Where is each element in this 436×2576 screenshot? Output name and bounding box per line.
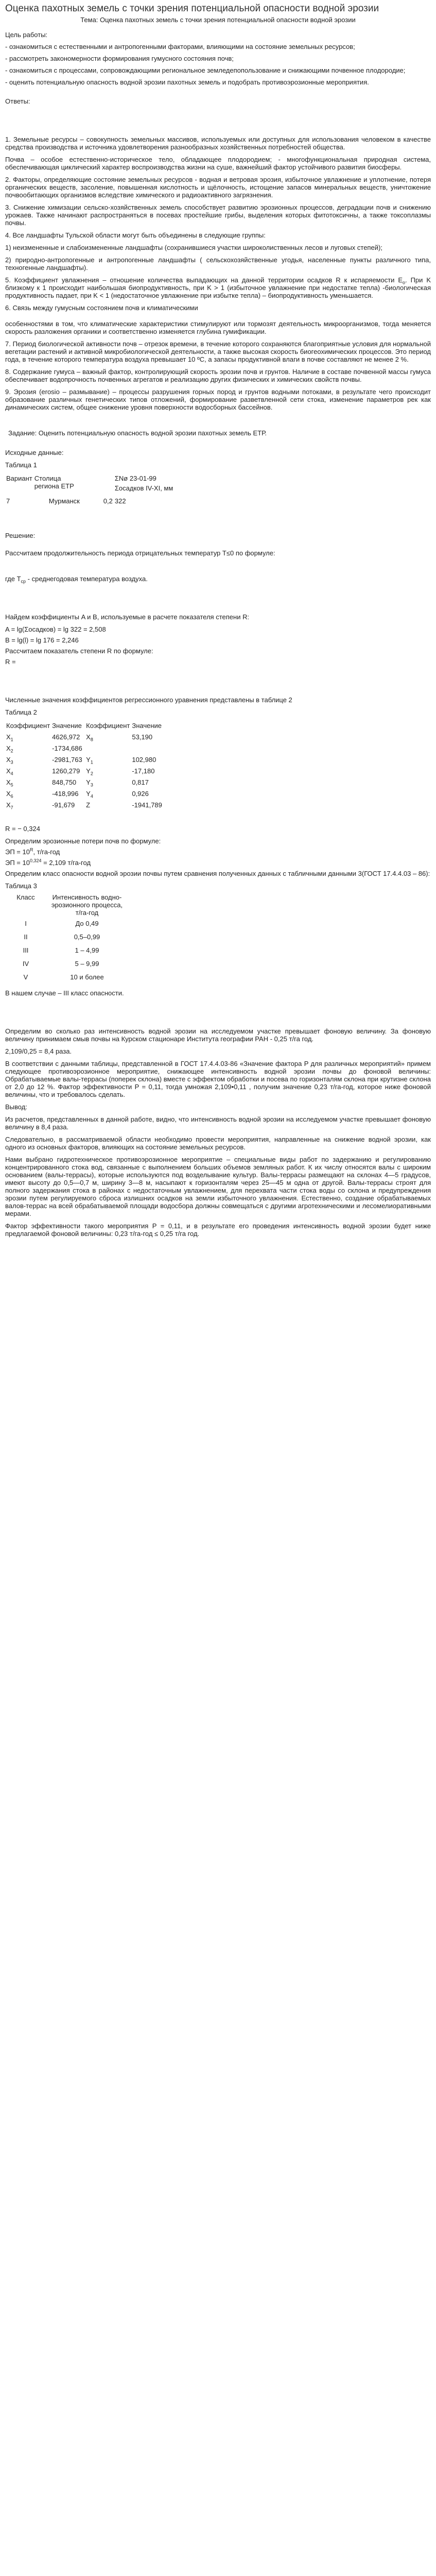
case-text: В нашем случае – III класс опасности. — [5, 989, 124, 997]
solution-text: где $T_{ср}$ - среднегодовая температура воздуха. — [5, 575, 148, 584]
table-cell: -418,996 — [52, 790, 79, 798]
table-2 — [5, 721, 174, 811]
answer-paragraph: 9. Эрозия (erosio – размывание) – процессы разрушения горных пород и грунтов водными потоками, в результате чего происходит образование различных генетических типов отложений, формирование разветвленной сети стока, изменение параметров рек как динамических систем, общее снижение уровня поверхности водосборных бассейнов. — [5, 388, 431, 411]
table-cell: $Y_1$ — [86, 756, 93, 765]
table-cell: -17,180 — [132, 767, 155, 775]
table-cell: 102,980 — [132, 756, 156, 764]
table-cell: Интенсивность водно-эрозионного процесса, т/га-год — [51, 893, 123, 917]
table-cell — [81, 473, 114, 493]
table-cell — [85, 743, 131, 755]
document-page — [0, 0, 436, 1252]
r-value: R = − 0,324 — [5, 825, 40, 833]
table-cell: $Y_4$ — [86, 790, 93, 799]
solution-header: Решение: — [5, 532, 36, 539]
table-cell: $X_5$ — [6, 778, 13, 788]
answer-paragraph: 4. Все ландшафты Тульской области могут быть объединены в следующие группы: — [5, 231, 266, 239]
table-row: IV 5 – 9,99 — [22, 960, 99, 968]
r-equation: R = — [5, 658, 16, 666]
table-cell: $Y_3$ — [86, 778, 93, 788]
table-cell: $X_2$ — [6, 744, 13, 754]
table-cell: Значение — [52, 722, 82, 730]
answer-paragraph: 2. Факторы, определяющие состояние земельных ресурсов - водная и ветровая эрозия, избыточное увлажнение и уплотнение, потеря органических веществ, засоление, повышенная кислотность и щёлочность, истощение запасов минеральных веществ, уничтожение почвообитающих организмов вследствие химического и радиоактивного загрязнения. — [5, 176, 431, 199]
table-cell: $Y_2$ — [86, 767, 93, 776]
table-cell: ΣNø 23-01-99 Σосадков IV-XI, мм — [114, 474, 173, 492]
answer-paragraph: 1. Земельные ресурсы – совокупность земельных массивов, используемых или доступных для использования человеком в качестве средства производства и источника удовлетворения разнообразных хозяйственных потребностей общества. — [5, 135, 431, 151]
table-cell: Класс — [16, 893, 35, 901]
table-cell: 322 — [114, 497, 126, 505]
table-cell: $X_4$ — [6, 767, 13, 776]
table-cell: $X_6$ — [6, 790, 13, 799]
table2-caption: Таблица 2 — [5, 708, 37, 716]
ep-formula: ЭП = $10^R$, т/га-год — [5, 847, 60, 856]
page-title: Оценка пахотных земель с точки зрения потенциальной опасности водной эрозии — [5, 3, 379, 14]
conclusion-section — [5, 1027, 431, 1238]
table-row: III 1 – 4,99 — [23, 946, 99, 954]
table-cell: -1734,686 — [52, 744, 82, 752]
conclusion-paragraph: Определим во сколько раз интенсивность водной эрозии на исследуемом участке превышает фоновую величину. За фоновую величину принимаем смыв почвы на Курском стационаре Института географии РАН - 0,25 т/га год. — [5, 1027, 431, 1043]
ep-result: ЭП = $10^{0,324} = 2,109$ т/га-год — [5, 858, 91, 867]
table-cell: -1941,789 — [132, 801, 162, 809]
table-cell: -91,679 — [52, 801, 75, 809]
table-cell: Вариант — [6, 474, 32, 482]
ep-text: Определим эрозионные потери почв по формуле: — [5, 837, 161, 845]
table-1 — [5, 473, 183, 506]
table-row: I До 0,49 — [25, 920, 99, 927]
table-header-row — [5, 892, 128, 918]
table-cell: 53,190 — [132, 733, 153, 741]
table-row — [5, 766, 174, 777]
conclusion-paragraph: Из расчетов, представленных в данной работе, видно, что интенсивность водной эрозии на исследуемом участке превышает фоновую величину в 8,4 раза. — [5, 1115, 431, 1131]
goal-item: - рассмотреть закономерности формирования гумусного состояния почв; — [5, 55, 234, 62]
table-cell: 7 — [6, 497, 10, 505]
answer-paragraph: 6. Связь между гумусным состоянием почв и климатическими — [5, 304, 198, 312]
initial-data-header: Исходные данные: — [5, 449, 64, 456]
table-row — [5, 777, 174, 789]
table-cell: 4626,972 — [52, 733, 80, 741]
table-cell: -2981,763 — [52, 756, 82, 764]
table-row — [5, 743, 174, 755]
table-cell: $X_7$ — [6, 801, 13, 810]
table-cell: $X_3$ — [6, 756, 13, 765]
table1-caption: Таблица 1 — [5, 461, 37, 469]
goal-item: - ознакомиться с процессами, сопровождающими региональное земледепопользование и снижающими почвенное плодородие; — [5, 66, 406, 74]
table-row — [5, 493, 183, 506]
answer-paragraph: особенностями в том, что климатические характеристики стимулируют или тормозят деятельность микроорганизмов, тогда меняется скорость разложения органики и соответственно изменяется глубина гумификации. — [5, 320, 431, 335]
table-cell: 0,2 — [103, 497, 113, 505]
table-cell: 0,817 — [132, 778, 149, 786]
find-coeffs-text: Найдем коэффициенты A и B, используемые в расчете показателя степени R: — [5, 613, 250, 621]
table3-caption: Таблица 3 — [5, 882, 37, 890]
answer-paragraph: 3. Снижение химизации сельско-хозяйственных земель способствует развитию эрозионных процессов, деградации почв и снижению урожаев. Также начинают распространяться в посевах простейшие грибы, выделения которых фитотоксичны, а также токсоплазмы почвы. — [5, 204, 431, 227]
table-cell: 0,926 — [132, 790, 149, 798]
goal-item: - ознакомиться с естественными и антропогенными факторами, влияющими на состояние земельных ресурсов; — [5, 43, 355, 50]
conclusion-paragraph: 2,109/0,25 = 8,4 раза. — [5, 1047, 72, 1055]
table-cell: Коэффициент — [6, 722, 50, 730]
conclusion-paragraph: Фактор эффективности такого мероприятия P = 0,11, и в результате его проведения интенсивность водной эрозии будет ниже предлагаемой фоновой величины: 0,23 т/га-год ≤ 0,25 т/га год. — [5, 1222, 431, 1238]
table-cell: Столица региона ЕТР — [34, 474, 74, 490]
formula-b: B = lg(l) = lg 176 = 2,246 — [5, 636, 79, 644]
answers-header: Ответы: — [5, 97, 30, 105]
answer-paragraph: 2) природно-антропогенные и антропогенные ландшафты ( сельскохозяйственные угодья, населенные пункты различного типа, техногенные ландшафты). — [5, 256, 431, 272]
table-row: V 10 и более — [23, 973, 104, 981]
table-cell: Значение — [132, 722, 162, 730]
table-3 — [5, 892, 128, 985]
table-row — [5, 732, 174, 743]
conclusion-paragraph: В соответствии с данными таблицы, представленной в ГОСТ 17.4.4.03-86 «Значение фактора P для различных мероприятий» примем следующее противоэрозионное мероприятие, снижающее интенсивность водной эрозии почвы до фоновой величины: Обрабатываемые валы-террасы (поперек склона) вместе с эффектом обработки и посева по горизонталям склона при крутизне склона от 2,0 до 12 %. Фактор эффективности P = 0,11, тогда умножая 2,109•0,11 , получим значение 0,23 т/га-год, которое ниже фоновой величины, что и требовалось сделать. — [5, 1060, 431, 1098]
answer-paragraph: 7. Период биологической активности почв – отрезок времени, в течение которого сохраняются благоприятные условия для нормальной вегетации растений и активной микробиологической деятельности, а также высокая скорость биогеохимических процессов. Это период года, в течение которого температура воздуха превышает 10 ºС, а запасы продуктивной влаги в почве составляют не менее 2 %. — [5, 340, 431, 363]
table-row: II 0,5–0,99 — [24, 933, 100, 941]
table-cell: Мурманск — [48, 497, 80, 505]
goals-header: Цель работы: — [5, 31, 48, 39]
table-cell — [131, 743, 174, 755]
table-row — [5, 789, 174, 800]
solution-text: Рассчитаем продолжительность периода отрицательных температур T≤0 по формуле: — [5, 549, 275, 557]
table-header-row — [5, 473, 183, 493]
table-cell: 1260,279 — [52, 767, 80, 775]
table-row — [5, 800, 174, 811]
conclusion-header: Вывод: — [5, 1103, 27, 1111]
r-formula-text: Рассчитаем показатель степени R по формуле: — [5, 647, 153, 655]
coeffs-text: Численные значения коэффициентов регрессионного уравнения представлены в таблице 2 — [5, 696, 292, 704]
task-text: Задание: Оценить потенциальную опасность водной эрозии пахотных земель ЕТР. — [8, 429, 267, 437]
conclusion-paragraph: Следовательно, в рассматриваемой области необходимо провести мероприятия, направленные на снижение водной эрозии, как одного из основных факторов, влияющих на состояние земельных ресурсов. — [5, 1136, 431, 1151]
table-cell: Z — [86, 801, 91, 809]
conclusion-paragraph: Нами выбрано гидротехническое противоэрозионное мероприятие – специальные виды работ по задержанию и регулированию концентрированного стока вод, связанные с выполнением больших объемов земляных работ. К их числу относятся валы с широким основанием (валы-террасы), которые используются под возделывание культур. Валы-террасы размещают на склонах 4—5 градусов, имеют высоту до 0,5—0,7 м, ширину 3—8 м, насыпают к горизонталям через 25—45 м одна от другой. Валы-террасы строят для полного задержания стока в районах с недостаточным увлажнением, для перехвата части стока воды со склона и предупреждения эрозии путем регулируемого сброса излишних осадков на земли избыточного увлажнения. Естественно, создание обрабатываемых валов-террас на всей обрабатываемой площади водосбора должны совмещаться с другими агротехническими и лесомелиоративными мерами. — [5, 1156, 431, 1217]
table-cell: 848,750 — [52, 778, 77, 786]
table-row — [5, 755, 174, 766]
topic-line: Тема: Оценка пахотных земель с точки зрения потенциальной опасности водной эрозии — [80, 16, 356, 24]
goal-item: - оценить потенциальную опасность водной эрозии пахотных земель и подобрать противоэрозионные мероприятия. — [5, 78, 369, 86]
table-cell: $X_1$ — [6, 733, 13, 742]
goals-section — [5, 31, 431, 86]
table-header-row — [5, 721, 174, 732]
answer-5-paragraph: 5. Коэффициент увлажнения – отношение количества выпадающих на данной территории осадков R к испаряемости $E_o$. При K близкому к 1 происходит наибольшая биопродуктивность, при K > 1 (избыточное увлажнение при недостатке тепла) -биологическая продуктивность падает, при K < 1 (недостаточное увлажнение при избытке тепла) – биопродуктивность уменьшается. — [5, 276, 431, 299]
answer-paragraph: 8. Содержание гумуса – важный фактор, контролирующий скорость эрозии почв и грунтов. Наличие в составе почвенной массы гумуса обеспечивает водопрочность почвенных агрегатов и реализацию других физических и химических свойств почвы. — [5, 368, 431, 383]
answer-paragraph: Почва – особое естественно-историческое тело, обладающее плодородием; - многофункциональная природная система, обеспечивающая циклический характер воспроизводства жизни на суше, важнейший фактор устойчивого развития биосферы. — [5, 156, 431, 171]
class-text: Определим класс опасности водной эрозии почвы путем сравнения полученных данных с табличными данными 3(ГОСТ 17.4.4.03 – 86): — [5, 870, 430, 877]
formula-a: A = lg(Σосадков) = lg 322 = 2,508 — [5, 625, 106, 633]
answers-section — [5, 135, 431, 411]
answer-paragraph: 1) неизмененные и слабоизмененные ландшафты (сохранившиеся участки широколиственных лесов и луговых степей); — [5, 244, 382, 251]
table-cell: Коэффициент — [86, 722, 130, 730]
table-cell: $X_8$ — [86, 733, 93, 742]
